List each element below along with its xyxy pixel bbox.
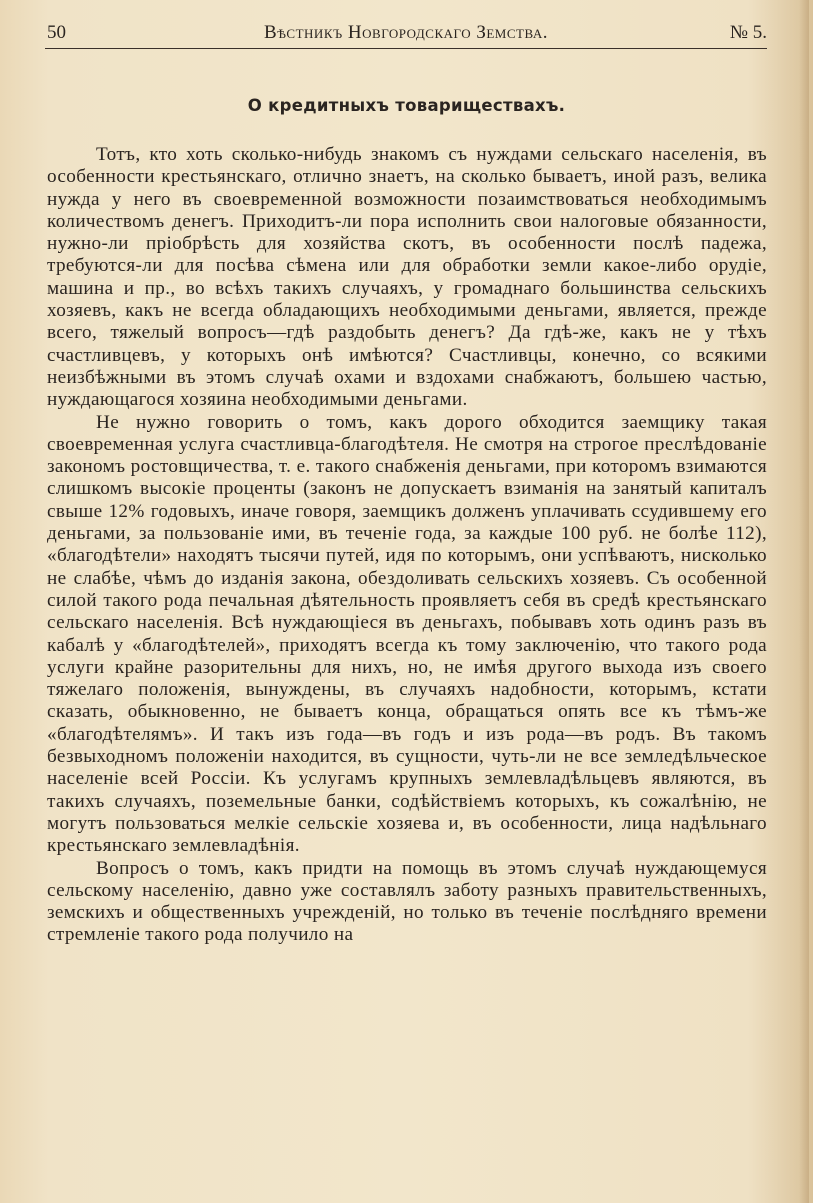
- paragraph: Тотъ, кто хоть сколько-нибудь знакомъ съ нуждами сельскаго населенія, въ особенности крестьянскаго, отлично знаетъ, на сколько бываетъ, иной разъ, велика нужда у него въ своевременной возможности позаимствоваться необходимымъ количествомъ денегъ. Приходитъ-ли пора исполнить свои налоговые обязанности, нужно-ли пріобрѣсть для хозяйства скотъ, въ особенности послѣ падежа, требуются-ли для посѣва сѣмена или для обработки земли какое-либо орудіе, машина и пр., во всѣхъ такихъ случаяхъ, у громаднаго большинства сельскихъ хозяевъ, какъ не всегда обладающихъ необходимыми деньгами, является, прежде всего, тяжелый вопросъ—гдѣ раздобыть денегъ? Да гдѣ-же, какъ не у тѣхъ счастливцевъ, у которыхъ онѣ имѣются? Счастливцы, конечно, со всякими неизбѣжными въ этомъ случаѣ охами и вздохами снабжаютъ, большею частью, нуждающагося хозяина необходимыми деньгами.: [47, 144, 767, 411]
- page-edge-shading: [799, 0, 809, 1203]
- paragraph: Не нужно говорить о томъ, какъ дорого обходится заемщику такая своевременная услуга счастливца-благодѣтеля. Не смотря на строгое преслѣдованіе закономъ ростовщичества, т. е. такого снабженія деньгами, при которомъ взимаются слишкомъ высокіе проценты (законъ не допускаетъ взиманія на занятый капиталъ свыше 12% годовыхъ, иначе говоря, заемщикъ долженъ уплачивать ссудившему его деньгами, за пользованіе ими, въ теченіе года, за каждые 100 руб. не болѣе 112), «благодѣтели» находятъ тысячи путей, идя по которымъ, они успѣваютъ, нисколько не слабѣе, чѣмъ до изданія закона, обездоливать сельскихъ хозяевъ. Съ особенной силой такого рода печальная дѣятельность проявляетъ себя въ средѣ крестьянскаго сельскаго населенія. Всѣ нуждающіеся въ деньгахъ, побывавъ хоть одинъ разъ въ кабалѣ у «благодѣтелей», приходятъ всегда къ тому заключенію, что такого рода услуги крайне разорительны для нихъ, но, не имѣя другого выхода изъ своего тяжелаго положенія, вынуждены, въ случаяхъ надобности, которымъ, кстати сказать, обыкновенно, не бываетъ конца, обращаться опять все къ тѣмъ-же «благодѣтелямъ». И такъ изъ года—въ годъ и изъ рода—въ родъ. Въ такомъ безвыходномъ положеніи находится, въ сущности, чуть-ли не все земледѣльческое населеніе всей Россіи. Къ услугамъ крупныхъ землевладѣльцевъ являются, въ такихъ случаяхъ, поземельные банки, содѣйствіемъ которыхъ, къ сожалѣнію, не могутъ пользоваться мелкіе сельскіе хозяева и, въ особенности, лица надѣльнаго крестьянскаго землевладѣнія.: [47, 411, 767, 857]
- journal-title: Вѣстникъ Новгородскаго Земства.: [264, 22, 548, 43]
- article-title: О кредитныхъ товариществахъ.: [247, 96, 566, 115]
- issue-number: № 5.: [729, 22, 767, 43]
- article-body: [47, 144, 767, 947]
- paragraph: Вопросъ о томъ, какъ придти на помощь въ этомъ случаѣ нуждающемуся сельскому населенію, давно уже составлялъ заботу разныхъ правительственныхъ, земскихъ и общественныхъ учрежденій, но только въ теченіе послѣдняго времени стремленіе такого рода получило на: [47, 857, 767, 946]
- page-header: [45, 20, 767, 49]
- page-number: 50: [47, 22, 66, 43]
